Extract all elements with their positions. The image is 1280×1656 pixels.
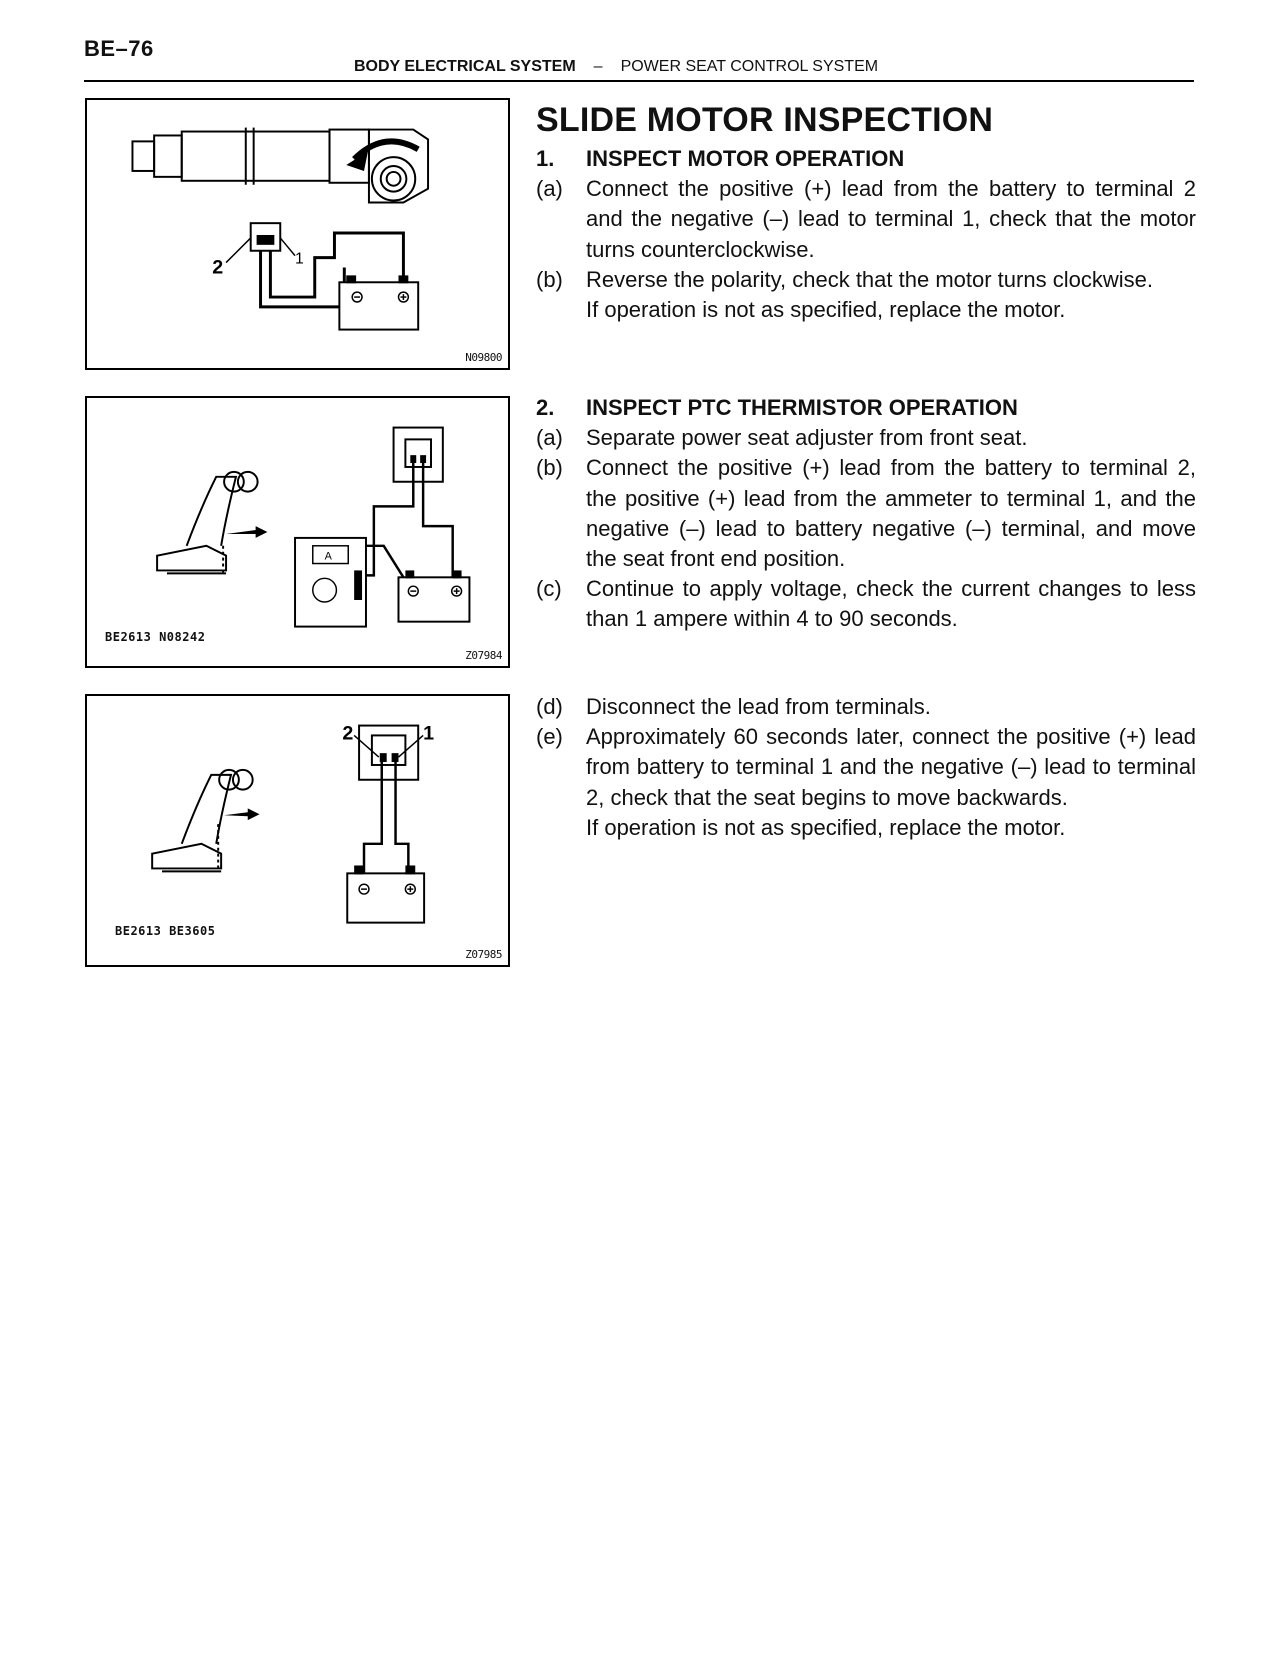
item-text: Continue to apply voltage, check the current changes to less than 1 ampere within 4 to 90 seconds. bbox=[586, 576, 1196, 632]
item-body bbox=[586, 722, 1196, 843]
step-heading bbox=[536, 393, 1196, 423]
item-mark: (b) bbox=[536, 455, 563, 481]
figure-inner-code: BE2613 BE3605 bbox=[115, 924, 216, 938]
figure-code: Z07985 bbox=[465, 948, 502, 961]
item-text: Connect the positive (+) lead from the battery to terminal 2 and the negative (–) lead to terminal 1, check that the motor turns counterclockwise. bbox=[586, 176, 1196, 262]
header-rule bbox=[84, 80, 1194, 82]
item-body bbox=[586, 265, 1196, 325]
figure-inner-code: BE2613 N08242 bbox=[105, 630, 206, 644]
figure-code: Z07984 bbox=[465, 649, 502, 662]
figure-motor-operation bbox=[85, 98, 510, 370]
figure-ptc-thermistor bbox=[85, 396, 510, 668]
item-mark: (a) bbox=[536, 176, 563, 202]
item-note: If operation is not as specified, replace the motor. bbox=[586, 297, 1066, 323]
svg-text:A: A bbox=[324, 550, 332, 563]
fig3-terminal-2-label: 2 bbox=[342, 722, 354, 745]
header-separator: – bbox=[593, 58, 603, 75]
item-mark: (c) bbox=[536, 576, 562, 602]
motor-diagram bbox=[87, 100, 508, 368]
figure-code: N09800 bbox=[465, 351, 502, 364]
step-number: 2. bbox=[536, 395, 555, 420]
list-item bbox=[536, 722, 1196, 843]
list-item bbox=[536, 265, 1196, 325]
list-item bbox=[536, 574, 1196, 634]
fig3-terminal-1-label: 1 bbox=[423, 722, 435, 745]
item-mark: (a) bbox=[536, 425, 563, 451]
step-title: INSPECT PTC THERMISTOR OPERATION bbox=[586, 395, 1018, 420]
page-number: BE–76 bbox=[84, 36, 154, 61]
fig1-terminal-2-label: 2 bbox=[212, 256, 224, 279]
step-heading bbox=[536, 144, 1196, 174]
running-header bbox=[354, 58, 878, 76]
list-item bbox=[536, 453, 1196, 574]
ptc-test-diagram bbox=[87, 398, 508, 666]
item-text: Separate power seat adjuster from front seat. bbox=[586, 425, 1028, 451]
item-text: Disconnect the lead from terminals. bbox=[586, 694, 931, 719]
section-ptc-thermistor bbox=[536, 393, 1196, 635]
list-item bbox=[536, 174, 1196, 265]
fig1-terminal-1-label: 1 bbox=[295, 250, 304, 268]
figure-reverse-check bbox=[85, 694, 510, 967]
item-note: If operation is not as specified, replace the motor. bbox=[586, 814, 1066, 840]
item-mark: (e) bbox=[536, 724, 563, 750]
section-motor-operation bbox=[536, 100, 1196, 325]
section-title: SLIDE MOTOR INSPECTION bbox=[536, 101, 994, 139]
header-system: BODY ELECTRICAL SYSTEM bbox=[354, 58, 576, 75]
list-item bbox=[536, 692, 1196, 722]
step-number: 1. bbox=[536, 146, 555, 171]
step-title: INSPECT MOTOR OPERATION bbox=[586, 146, 905, 171]
item-text: Approximately 60 seconds later, connect the positive (+) lead from battery to terminal 1 and the negative (–) lead to terminal 2, check that the seat begins to move backwards. bbox=[586, 724, 1196, 810]
item-text: Reverse the polarity, check that the motor turns clockwise. bbox=[586, 266, 1153, 292]
section-reverse-check bbox=[536, 692, 1196, 843]
item-mark: (d) bbox=[536, 694, 563, 719]
header-subsystem: POWER SEAT CONTROL SYSTEM bbox=[620, 58, 879, 75]
list-item bbox=[536, 423, 1196, 453]
item-text: Connect the positive (+) lead from the battery to terminal 2, the positive (+) lead from the ammeter to terminal 1, and the negative (–) lead to battery negative (–) terminal, and move the seat front end position. bbox=[586, 455, 1196, 572]
item-mark: (b) bbox=[536, 266, 563, 292]
